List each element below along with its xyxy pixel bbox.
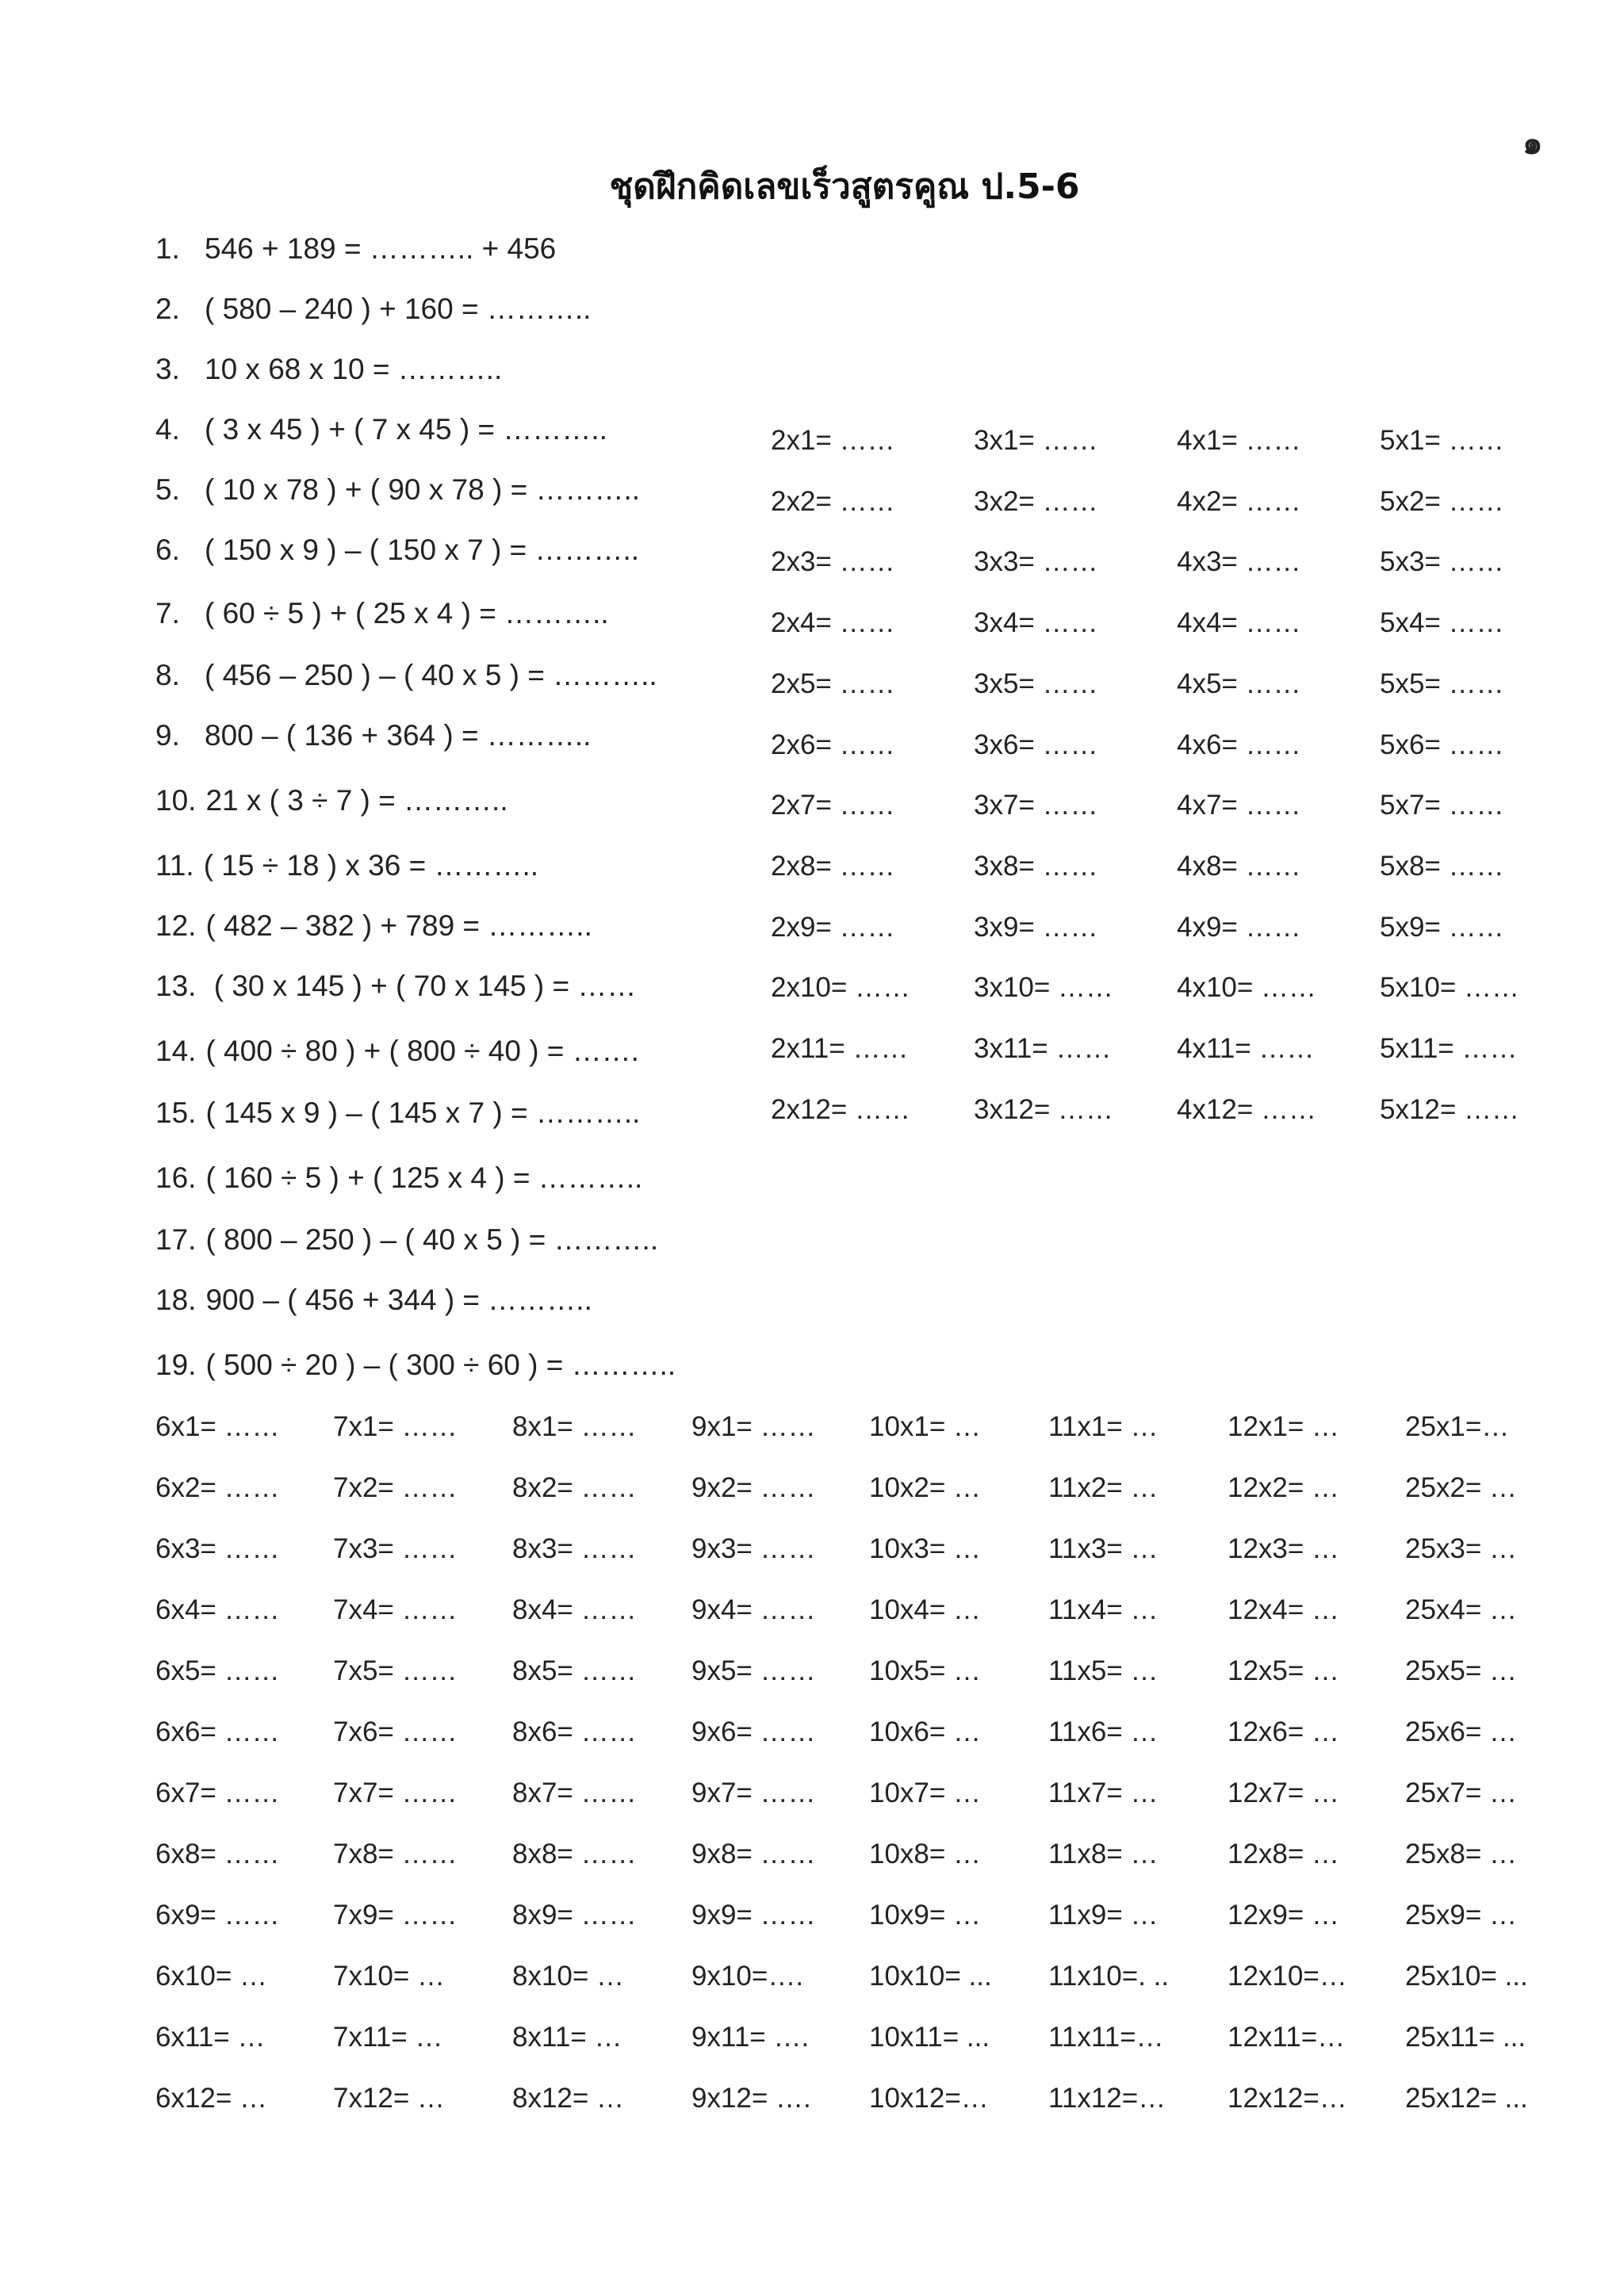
times-table-cell: 10x10= ... bbox=[869, 1961, 992, 1992]
problem-item bbox=[155, 1348, 676, 1383]
times-table-cell: 8x4= …… bbox=[512, 1594, 637, 1625]
times-table-cell: 9x4= …… bbox=[691, 1594, 816, 1625]
problem-number: 17. bbox=[155, 1223, 197, 1256]
times-table-cell: 6x9= …… bbox=[155, 1900, 280, 1931]
times-table-cell: 7x9= …… bbox=[333, 1900, 458, 1931]
times-table-cell: 5x12= …… bbox=[1380, 1094, 1520, 1125]
times-table-cell: 5x1= …… bbox=[1380, 425, 1504, 456]
problem-item bbox=[155, 292, 591, 327]
times-table-cell: 9x12= …. bbox=[691, 2083, 811, 2114]
problem-expression: 900 – ( 456 + 344 ) = ……….. bbox=[205, 1284, 592, 1316]
times-table-cell: 5x6= …… bbox=[1380, 729, 1504, 760]
times-table-cell: 12x3= … bbox=[1228, 1533, 1340, 1564]
times-table-cell: 3x10= …… bbox=[974, 972, 1114, 1003]
times-table-cell: 5x11= …… bbox=[1380, 1033, 1518, 1064]
times-table-cell: 25x9= … bbox=[1405, 1900, 1518, 1931]
problem-number: 18. bbox=[155, 1284, 197, 1316]
page-title: ชุดฝึกคิดเลขเร็วสูตรคูณ ป.5-6 bbox=[609, 166, 1080, 207]
times-table-cell: 5x8= …… bbox=[1380, 851, 1504, 882]
times-table-cell: 2x10= …… bbox=[771, 972, 911, 1003]
times-table-cell: 2x5= …… bbox=[771, 668, 895, 699]
times-table-cell: 10x12=… bbox=[869, 2083, 989, 2114]
times-table-cell: 11x3= … bbox=[1048, 1533, 1159, 1564]
problem-item bbox=[155, 1283, 592, 1318]
problem-item bbox=[155, 473, 640, 507]
times-table-cell: 10x3= … bbox=[869, 1533, 982, 1564]
problem-number: 10. bbox=[155, 784, 197, 817]
times-table-cell: 7x7= …… bbox=[333, 1777, 458, 1808]
times-table-cell: 10x1= … bbox=[869, 1411, 982, 1442]
times-table-cell: 25x10= ... bbox=[1405, 1961, 1528, 1992]
times-table-cell: 2x11= …… bbox=[771, 1033, 909, 1064]
times-table-cell: 2x8= …… bbox=[771, 851, 895, 882]
problem-expression: ( 580 – 240 ) + 160 = ……….. bbox=[205, 293, 592, 325]
problem-item bbox=[155, 232, 556, 266]
times-table-cell: 6x1= …… bbox=[155, 1411, 280, 1442]
problem-number: 16. bbox=[155, 1161, 197, 1194]
problem-expression: ( 30 x 145 ) + ( 70 x 145 ) = …… bbox=[205, 970, 637, 1002]
problem-number: 9. bbox=[155, 719, 180, 752]
times-table-cell: 3x6= …… bbox=[974, 729, 1098, 760]
times-table-cell: 3x3= …… bbox=[974, 546, 1098, 577]
times-table-cell: 7x2= …… bbox=[333, 1472, 458, 1503]
times-table-cell: 6x2= …… bbox=[155, 1472, 280, 1503]
times-table-cell: 4x3= …… bbox=[1177, 546, 1301, 577]
times-table-cell: 11x9= … bbox=[1048, 1900, 1159, 1931]
problem-item bbox=[155, 412, 607, 447]
times-table-cell: 3x4= …… bbox=[974, 607, 1098, 638]
problem-item bbox=[155, 909, 592, 943]
problem-expression: ( 160 ÷ 5 ) + ( 125 x 4 ) = ……….. bbox=[205, 1161, 643, 1194]
times-table-cell: 25x6= … bbox=[1405, 1716, 1518, 1747]
problem-number: 6. bbox=[155, 534, 180, 566]
times-table-cell: 11x12=… bbox=[1048, 2083, 1166, 2114]
problem-expression: 546 + 189 = ……….. + 456 bbox=[205, 232, 557, 265]
times-table-cell: 10x4= … bbox=[869, 1594, 982, 1625]
times-table-cell: 6x7= …… bbox=[155, 1777, 280, 1808]
problem-item bbox=[155, 1223, 658, 1257]
times-table-cell: 8x2= …… bbox=[512, 1472, 637, 1503]
times-table-cell: 8x5= …… bbox=[512, 1655, 637, 1686]
times-table-cell: 4x10= …… bbox=[1177, 972, 1317, 1003]
times-table-cell: 5x7= …… bbox=[1380, 790, 1504, 821]
problem-expression: ( 3 x 45 ) + ( 7 x 45 ) = ……….. bbox=[205, 413, 607, 446]
problem-number: 2. bbox=[155, 293, 180, 325]
times-table-cell: 2x12= …… bbox=[771, 1094, 911, 1125]
times-table-cell: 9x5= …… bbox=[691, 1655, 816, 1686]
times-table-cell: 10x6= … bbox=[869, 1716, 982, 1747]
times-table-cell: 6x8= …… bbox=[155, 1839, 280, 1869]
times-table-cell: 7x8= …… bbox=[333, 1839, 458, 1869]
problem-item bbox=[155, 352, 502, 387]
times-table-cell: 3x8= …… bbox=[974, 851, 1098, 882]
times-table-cell: 10x11= ... bbox=[869, 2022, 990, 2053]
problem-item bbox=[155, 1096, 640, 1131]
times-table-cell: 4x9= …… bbox=[1177, 912, 1301, 943]
times-table-cell: 5x5= …… bbox=[1380, 668, 1504, 699]
problem-expression: 800 – ( 136 + 364 ) = ……….. bbox=[205, 719, 592, 752]
times-table-cell: 3x2= …… bbox=[974, 486, 1098, 517]
times-table-cell: 3x7= …… bbox=[974, 790, 1098, 821]
problem-expression: ( 800 – 250 ) – ( 40 x 5 ) = ……….. bbox=[205, 1223, 659, 1256]
times-table-cell: 4x8= …… bbox=[1177, 851, 1301, 882]
times-table-cell: 2x4= …… bbox=[771, 607, 895, 638]
times-table-cell: 9x10=…. bbox=[691, 1961, 804, 1992]
times-table-cell: 8x3= …… bbox=[512, 1533, 637, 1564]
problem-expression: ( 15 ÷ 18 ) x 36 = ……….. bbox=[203, 849, 539, 882]
times-table-cell: 7x11= … bbox=[333, 2022, 443, 2053]
problem-expression: ( 482 – 382 ) + 789 = ……….. bbox=[205, 909, 592, 942]
times-table-cell: 25x2= … bbox=[1405, 1472, 1518, 1503]
times-table-cell: 7x5= …… bbox=[333, 1655, 458, 1686]
times-table-cell: 2x1= …… bbox=[771, 425, 895, 456]
problem-item bbox=[155, 969, 636, 1004]
times-table-cell: 6x10= … bbox=[155, 1961, 268, 1992]
times-table-cell: 12x4= … bbox=[1228, 1594, 1340, 1625]
problem-number: 5. bbox=[155, 473, 180, 506]
problem-expression: ( 400 ÷ 80 ) + ( 800 ÷ 40 ) = ……. bbox=[205, 1035, 639, 1067]
times-table-cell: 6x3= …… bbox=[155, 1533, 280, 1564]
times-table-cell: 7x3= …… bbox=[333, 1533, 458, 1564]
problem-item bbox=[155, 1161, 642, 1196]
times-table-cell: 25x8= … bbox=[1405, 1839, 1518, 1869]
times-table-cell: 9x3= …… bbox=[691, 1533, 816, 1564]
times-table-cell: 4x1= …… bbox=[1177, 425, 1301, 456]
times-table-cell: 12x10=… bbox=[1228, 1961, 1347, 1992]
problem-item bbox=[155, 783, 508, 818]
problem-number: 8. bbox=[155, 659, 180, 691]
times-table-cell: 12x7= … bbox=[1228, 1777, 1340, 1808]
times-table-cell: 11x1= … bbox=[1048, 1411, 1159, 1442]
times-table-cell: 12x5= … bbox=[1228, 1655, 1340, 1686]
problem-number: 14. bbox=[155, 1035, 197, 1067]
times-table-cell: 25x7= … bbox=[1405, 1777, 1518, 1808]
times-table-cell: 2x2= …… bbox=[771, 486, 895, 517]
times-table-cell: 5x2= …… bbox=[1380, 486, 1504, 517]
times-table-cell: 10x7= … bbox=[869, 1777, 982, 1808]
page-number: ๑ bbox=[1522, 125, 1543, 162]
times-table-cell: 8x6= …… bbox=[512, 1716, 637, 1747]
times-table-cell: 7x12= … bbox=[333, 2083, 446, 2114]
times-table-cell: 9x11= …. bbox=[691, 2022, 810, 2053]
problem-item bbox=[155, 533, 639, 568]
times-table-cell: 6x11= … bbox=[155, 2022, 266, 2053]
times-table-cell: 12x11=… bbox=[1228, 2022, 1346, 2053]
times-table-cell: 8x1= …… bbox=[512, 1411, 637, 1442]
problem-expression: ( 500 ÷ 20 ) – ( 300 ÷ 60 ) = ……….. bbox=[205, 1349, 676, 1381]
times-table-cell: 9x6= …… bbox=[691, 1716, 816, 1747]
times-table-cell: 3x5= …… bbox=[974, 668, 1098, 699]
times-table-cell: 10x9= … bbox=[869, 1900, 982, 1931]
times-table-cell: 3x9= …… bbox=[974, 912, 1098, 943]
times-table-cell: 4x5= …… bbox=[1177, 668, 1301, 699]
times-table-cell: 4x12= …… bbox=[1177, 1094, 1317, 1125]
times-table-cell: 10x2= … bbox=[869, 1472, 982, 1503]
times-table-cell: 12x12=… bbox=[1228, 2083, 1347, 2114]
problem-expression: 10 x 68 x 10 = ……….. bbox=[205, 353, 503, 385]
times-table-cell: 7x1= …… bbox=[333, 1411, 458, 1442]
times-table-cell: 10x5= … bbox=[869, 1655, 982, 1686]
times-table-cell: 8x11= … bbox=[512, 2022, 622, 2053]
problem-expression: ( 10 x 78 ) + ( 90 x 78 ) = ……….. bbox=[205, 473, 641, 506]
times-table-cell: 3x12= …… bbox=[974, 1094, 1114, 1125]
times-table-cell: 11x11=… bbox=[1048, 2022, 1164, 2053]
times-table-cell: 6x6= …… bbox=[155, 1716, 280, 1747]
problem-number: 3. bbox=[155, 353, 180, 385]
problem-expression: ( 145 x 9 ) – ( 145 x 7 ) = ……….. bbox=[205, 1096, 641, 1129]
times-table-cell: 11x10=. .. bbox=[1048, 1961, 1170, 1992]
times-table-cell: 9x1= …… bbox=[691, 1411, 816, 1442]
times-table-cell: 7x4= …… bbox=[333, 1594, 458, 1625]
times-table-cell: 5x9= …… bbox=[1380, 912, 1504, 943]
times-table-cell: 12x1= … bbox=[1228, 1411, 1340, 1442]
times-table-cell: 2x6= …… bbox=[771, 729, 895, 760]
problem-expression: ( 150 x 9 ) – ( 150 x 7 ) = ……….. bbox=[205, 534, 640, 566]
times-table-cell: 6x5= …… bbox=[155, 1655, 280, 1686]
times-table-cell: 4x6= …… bbox=[1177, 729, 1301, 760]
times-table-cell: 9x2= …… bbox=[691, 1472, 816, 1503]
problem-number: 1. bbox=[155, 232, 180, 265]
times-table-cell: 25x11= ... bbox=[1405, 2022, 1526, 2053]
problem-number: 19. bbox=[155, 1349, 197, 1381]
times-table-cell: 12x9= … bbox=[1228, 1900, 1340, 1931]
times-table-cell: 5x3= …… bbox=[1380, 546, 1504, 577]
times-table-cell: 4x7= …… bbox=[1177, 790, 1301, 821]
problem-item bbox=[155, 596, 609, 631]
times-table-cell: 4x2= …… bbox=[1177, 486, 1301, 517]
times-table-cell: 11x8= … bbox=[1048, 1839, 1159, 1869]
times-table-cell: 12x6= … bbox=[1228, 1716, 1340, 1747]
problem-item bbox=[155, 848, 538, 883]
times-table-cell: 9x7= …… bbox=[691, 1777, 816, 1808]
problem-item bbox=[155, 658, 657, 693]
problem-number: 12. bbox=[155, 909, 197, 942]
times-table-cell: 8x8= …… bbox=[512, 1839, 637, 1869]
times-table-cell: 3x1= …… bbox=[974, 425, 1098, 456]
times-table-cell: 8x10= … bbox=[512, 1961, 625, 1992]
times-table-cell: 7x6= …… bbox=[333, 1716, 458, 1747]
times-table-cell: 5x4= …… bbox=[1380, 607, 1504, 638]
times-table-cell: 7x10= … bbox=[333, 1961, 446, 1992]
times-table-cell: 3x11= …… bbox=[974, 1033, 1112, 1064]
times-table-cell: 25x5= … bbox=[1405, 1655, 1518, 1686]
times-table-cell: 2x7= …… bbox=[771, 790, 895, 821]
times-table-cell: 11x7= … bbox=[1048, 1777, 1159, 1808]
times-table-cell: 12x8= … bbox=[1228, 1839, 1340, 1869]
problem-item bbox=[155, 1034, 639, 1069]
times-table-cell: 12x2= … bbox=[1228, 1472, 1340, 1503]
times-table-cell: 25x3= … bbox=[1405, 1533, 1518, 1564]
problem-number: 15. bbox=[155, 1096, 197, 1129]
problem-number: 13. bbox=[155, 970, 197, 1002]
times-table-cell: 6x12= … bbox=[155, 2083, 268, 2114]
times-table-cell: 25x4= … bbox=[1405, 1594, 1518, 1625]
times-table-cell: 2x3= …… bbox=[771, 546, 895, 577]
problem-number: 7. bbox=[155, 597, 180, 629]
problem-expression: ( 456 – 250 ) – ( 40 x 5 ) = ……….. bbox=[205, 659, 657, 691]
times-table-cell: 9x9= …… bbox=[691, 1900, 816, 1931]
times-table-cell: 11x5= … bbox=[1048, 1655, 1159, 1686]
times-table-cell: 11x4= … bbox=[1048, 1594, 1159, 1625]
problem-expression: ( 60 ÷ 5 ) + ( 25 x 4 ) = ……….. bbox=[205, 597, 609, 629]
times-table-cell: 4x4= …… bbox=[1177, 607, 1301, 638]
times-table-cell: 5x10= …… bbox=[1380, 972, 1520, 1003]
problem-number: 11. bbox=[155, 849, 194, 882]
times-table-cell: 8x12= … bbox=[512, 2083, 625, 2114]
times-table-cell: 2x9= …… bbox=[771, 912, 895, 943]
times-table-cell: 11x2= … bbox=[1048, 1472, 1159, 1503]
problem-expression: 21 x ( 3 ÷ 7 ) = ……….. bbox=[205, 784, 508, 817]
times-table-cell: 9x8= …… bbox=[691, 1839, 816, 1869]
times-table-cell: 8x7= …… bbox=[512, 1777, 637, 1808]
times-table-cell: 6x4= …… bbox=[155, 1594, 280, 1625]
times-table-cell: 8x9= …… bbox=[512, 1900, 637, 1931]
times-table-cell: 11x6= … bbox=[1048, 1716, 1159, 1747]
times-table-cell: 10x8= … bbox=[869, 1839, 982, 1869]
times-table-cell: 25x12= ... bbox=[1405, 2083, 1528, 2114]
times-table-cell: 4x11= …… bbox=[1177, 1033, 1315, 1064]
problem-number: 4. bbox=[155, 413, 180, 446]
problem-item bbox=[155, 718, 591, 753]
times-table-cell: 25x1=… bbox=[1405, 1411, 1510, 1442]
